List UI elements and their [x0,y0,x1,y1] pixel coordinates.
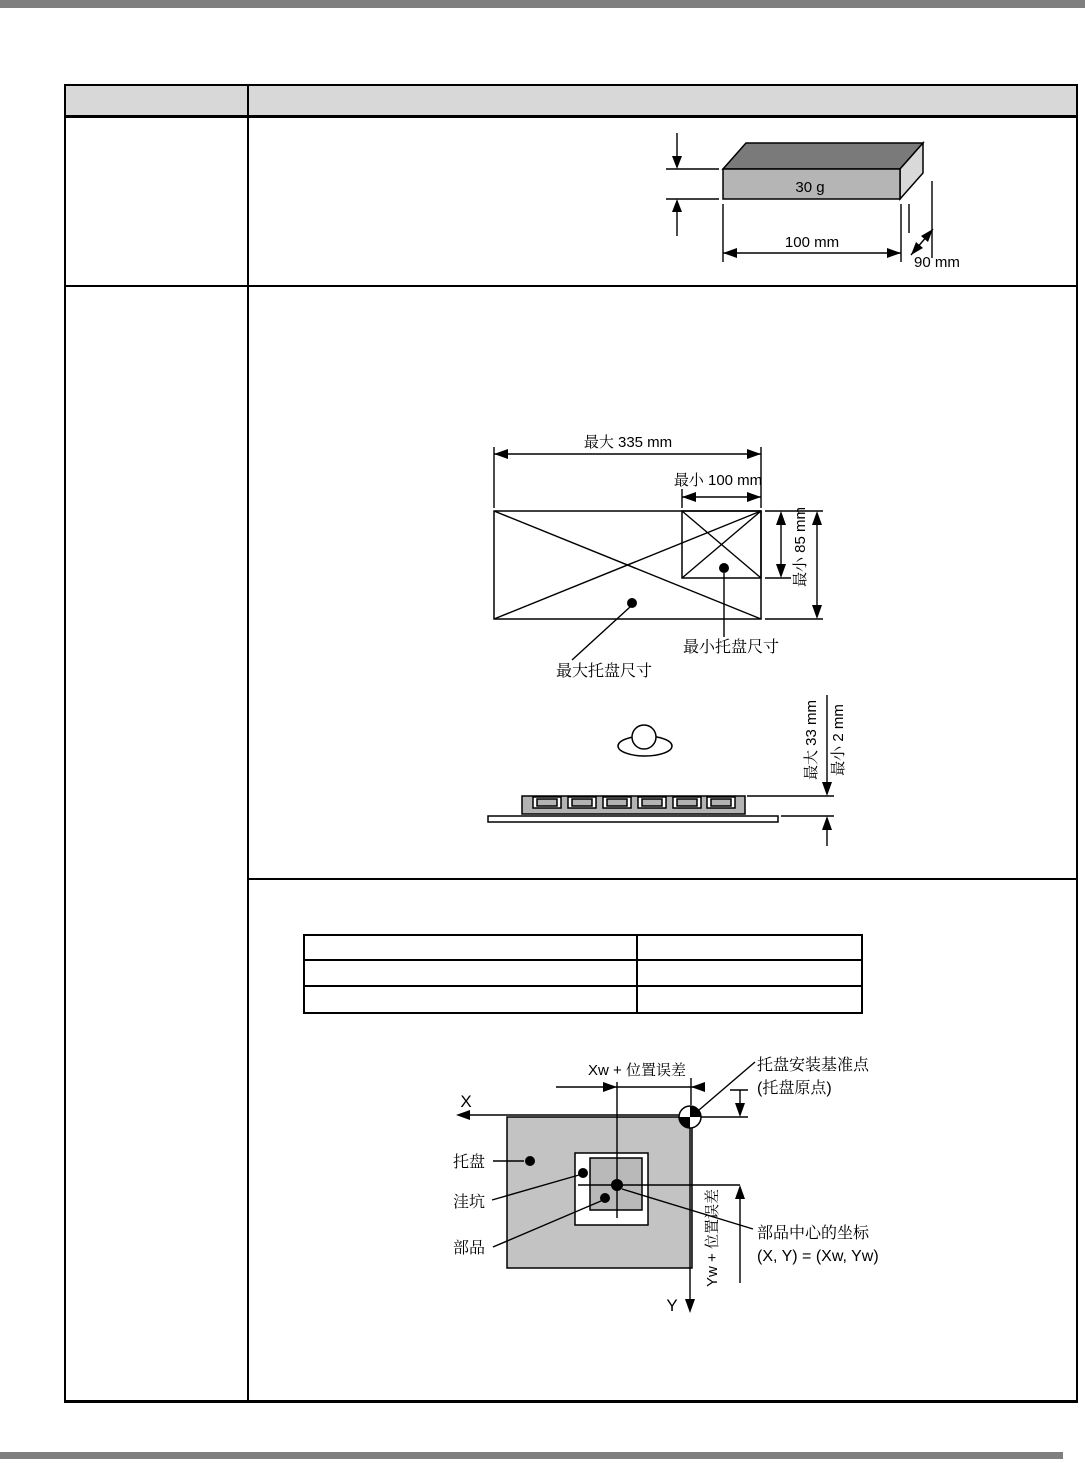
down-arrow-icon [776,564,786,578]
min-tray-point [719,563,729,573]
pocket-label: 洼坑 [453,1194,486,1211]
tray-coordinate-diagram [453,1056,879,1315]
yw-offset-label: Yw + 位置误差 [704,1189,721,1287]
nozzle-circle [632,725,656,749]
component-label: 部品 [453,1240,486,1257]
box-top-face [723,143,923,169]
pocket-part [537,799,557,806]
origin-leader [699,1062,755,1110]
down-arrow-icon [812,605,822,619]
right-arrow-icon [747,492,761,502]
left-arrow-icon [456,1110,470,1120]
base-plate [488,816,778,822]
pocket-part [677,799,697,806]
tray-point [525,1156,535,1166]
xw-offset-label: Xw + 位置误差 [588,1062,686,1079]
x-axis-label: X [460,1092,472,1111]
up-arrow-icon [735,1185,745,1199]
max-tray-leader [572,607,630,660]
component-point [600,1193,610,1203]
left-arrow-icon [494,449,508,459]
component-box-diagram [666,133,960,271]
max-width-label: 最大 335 mm [583,434,673,451]
tray-label: 托盘 [453,1154,486,1171]
left-arrow-icon [723,248,737,258]
min-height-label: 最小 85 mm [792,506,809,588]
up-arrow-icon [776,511,786,525]
up-arrow-icon [672,199,682,212]
right-arrow-icon [603,1082,617,1092]
pocket-point [578,1168,588,1178]
min-thickness-label: 最小 2 mm [830,704,847,776]
center-label-line2: (X, Y) = (Xw, Yw) [757,1248,879,1265]
y-axis-label: Y [666,1296,678,1315]
pocket-part [711,799,731,806]
center-label-line1: 部品中心的坐标 [757,1225,870,1242]
down-arrow-icon [672,156,682,169]
down-arrow-icon [822,782,832,796]
component-weight-label: 30 g [795,179,825,196]
origin-datum-quadrant [690,1106,701,1117]
component-width-label: 100 mm [784,234,840,251]
max-height-label: 最大 33 mm [803,699,820,781]
up-arrow-icon [822,816,832,830]
pocket-part [642,799,662,806]
origin-label-line2: (托盘原点) [757,1080,832,1097]
left-arrow-icon [691,1082,705,1092]
tray-size-diagram [494,434,823,680]
origin-label-line1: 托盘安装基准点 [757,1057,870,1074]
max-tray-label: 最大托盘尺寸 [556,663,653,680]
max-tray-point [627,598,637,608]
right-arrow-icon [887,248,901,258]
min-width-label: 最小 100 mm [673,472,763,489]
pocket-part [607,799,627,806]
pocket-part [572,799,592,806]
component-center-point [611,1179,623,1191]
up-arrow-icon [812,511,822,525]
down-arrow-icon [735,1103,745,1117]
left-arrow-icon [682,492,696,502]
tray-side-view-diagram [488,695,847,846]
component-depth-label: 90 mm [914,254,960,271]
min-tray-label: 最小托盘尺寸 [683,639,780,656]
down-arrow-icon [685,1299,695,1313]
right-arrow-icon [747,449,761,459]
